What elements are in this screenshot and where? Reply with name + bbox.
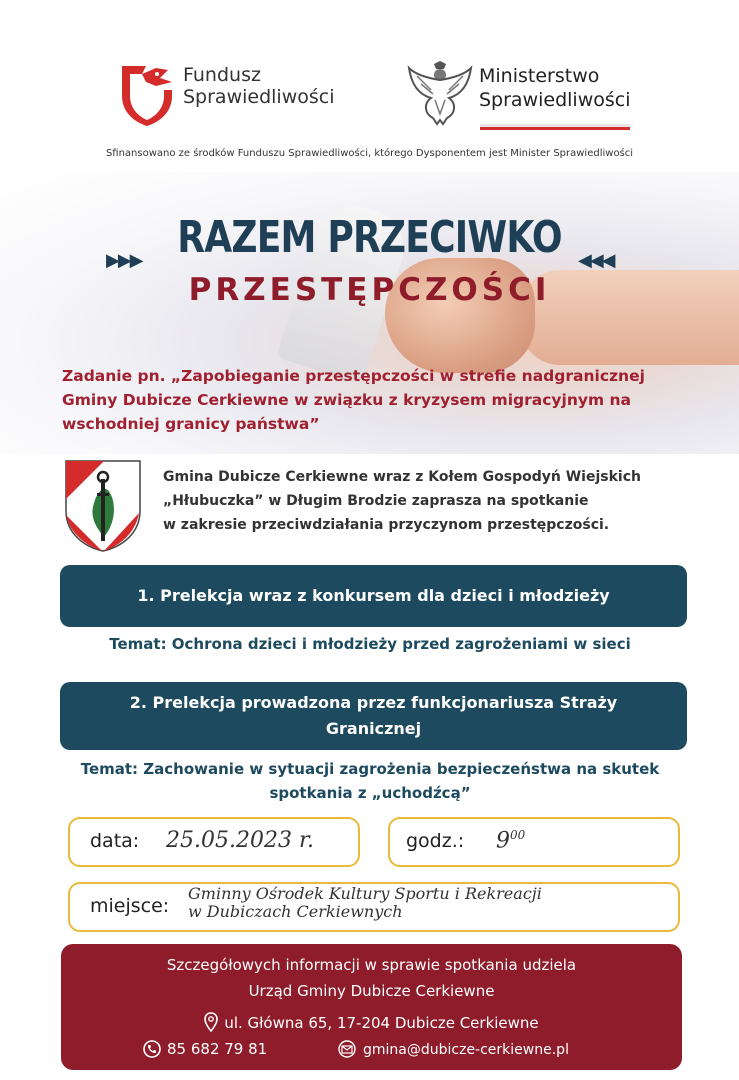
funding-note: Sfinansowano ze środków Funduszu Sprawiedliwości, którego Dysponentem jest Minister Sprawiedliwości xyxy=(105,148,634,159)
section2-topic-line1: Temat: Zachowanie w sytuacji zagrożenia bezpieczeństwa na skutek xyxy=(80,760,660,778)
ministerstwo-name xyxy=(479,64,631,112)
invitation-text xyxy=(163,465,693,537)
fundusz-logo xyxy=(116,60,178,126)
place-value xyxy=(188,885,542,921)
contact-line2: Urząd Gminy Dubicze Cerkiewne xyxy=(248,982,495,1000)
fundusz-emblem-icon xyxy=(116,60,178,126)
fundusz-line1: Fundusz xyxy=(183,64,261,86)
time-box xyxy=(388,817,680,867)
place-label: miejsce: xyxy=(90,895,170,917)
place-line1: Gminny Ośrodek Kultury Sportu i Rekreacji xyxy=(188,884,542,903)
arrows-right-icon: ◀◀◀ xyxy=(578,250,614,271)
ministerstwo-eagle xyxy=(407,60,473,130)
invite-line3: w zakresie przeciwdziałania przyczynom przestępczości. xyxy=(163,517,610,533)
polish-flag-stripe xyxy=(480,124,630,130)
time-minutes: 00 xyxy=(510,828,526,842)
section2-topic xyxy=(50,757,690,805)
fundusz-name xyxy=(183,64,335,108)
arrows-left-icon: ▶▶▶ xyxy=(106,250,142,271)
invite-line2: „Hłubuczka” w Długim Brodzie zaprasza na spotkanie xyxy=(163,493,589,509)
place-box xyxy=(68,882,680,932)
contact-address: ul. Główna 65, 17-204 Dubicze Cerkiewne xyxy=(224,1014,539,1032)
date-box xyxy=(68,817,360,867)
place-line2: w Dubiczach Cerkiewnych xyxy=(188,902,403,921)
ministerstwo-line1: Ministerstwo xyxy=(479,65,600,87)
date-value: 25.05.2023 r. xyxy=(166,828,315,853)
contact-phone: 85 682 79 81 xyxy=(167,1040,268,1058)
location-pin-icon xyxy=(204,1012,218,1036)
headline-subtitle: PRZESTĘPCZOŚCI xyxy=(188,272,551,308)
task-description xyxy=(62,364,687,436)
coat-of-arms xyxy=(64,459,142,553)
contact-line1: Szczegółowych informacji w sprawie spotkania udziela xyxy=(166,956,577,974)
section2-banner xyxy=(60,682,687,750)
contact-email[interactable]: gmina@dubicze-cerkiewne.pl xyxy=(363,1042,569,1058)
contact-box xyxy=(61,944,682,1070)
headline-title: RAZEM PRZECIWKO xyxy=(177,212,562,263)
section2-title-line1: 2. Prelekcja prowadzona przez funkcjonariusza Straży xyxy=(129,693,618,712)
eagle-icon xyxy=(407,60,473,130)
time-value: 9 xyxy=(496,828,510,854)
section1-banner: 1. Prelekcja wraz z konkursem dla dzieci i młodzieży xyxy=(60,565,687,627)
phone-icon xyxy=(143,1040,161,1062)
fundusz-line2: Sprawiedliwości xyxy=(183,86,335,108)
section2-topic-line2: spotkania z „uchodźcą” xyxy=(269,784,471,802)
invite-line1: Gmina Dubicze Cerkiewne wraz z Kołem Gospodyń Wiejskich xyxy=(163,469,641,485)
time-label: godz.: xyxy=(406,830,465,852)
email-icon xyxy=(337,1040,357,1062)
task-line2: Gminy Dubicze Cerkiewne w związku z kryzysem migracyjnym na xyxy=(62,391,631,409)
section1-topic: Temat: Ochrona dzieci i młodzieży przed zagrożeniami w sieci xyxy=(109,635,631,653)
date-label: data: xyxy=(90,830,140,852)
section2-title-line2: Granicznej xyxy=(325,719,422,738)
task-line3: wschodniej granicy państwa” xyxy=(62,415,320,433)
coat-of-arms-icon xyxy=(64,459,142,553)
task-line1: Zadanie pn. „Zapobieganie przestępczości w strefie nadgranicznej xyxy=(62,367,645,385)
ministerstwo-line2: Sprawiedliwości xyxy=(479,89,631,111)
